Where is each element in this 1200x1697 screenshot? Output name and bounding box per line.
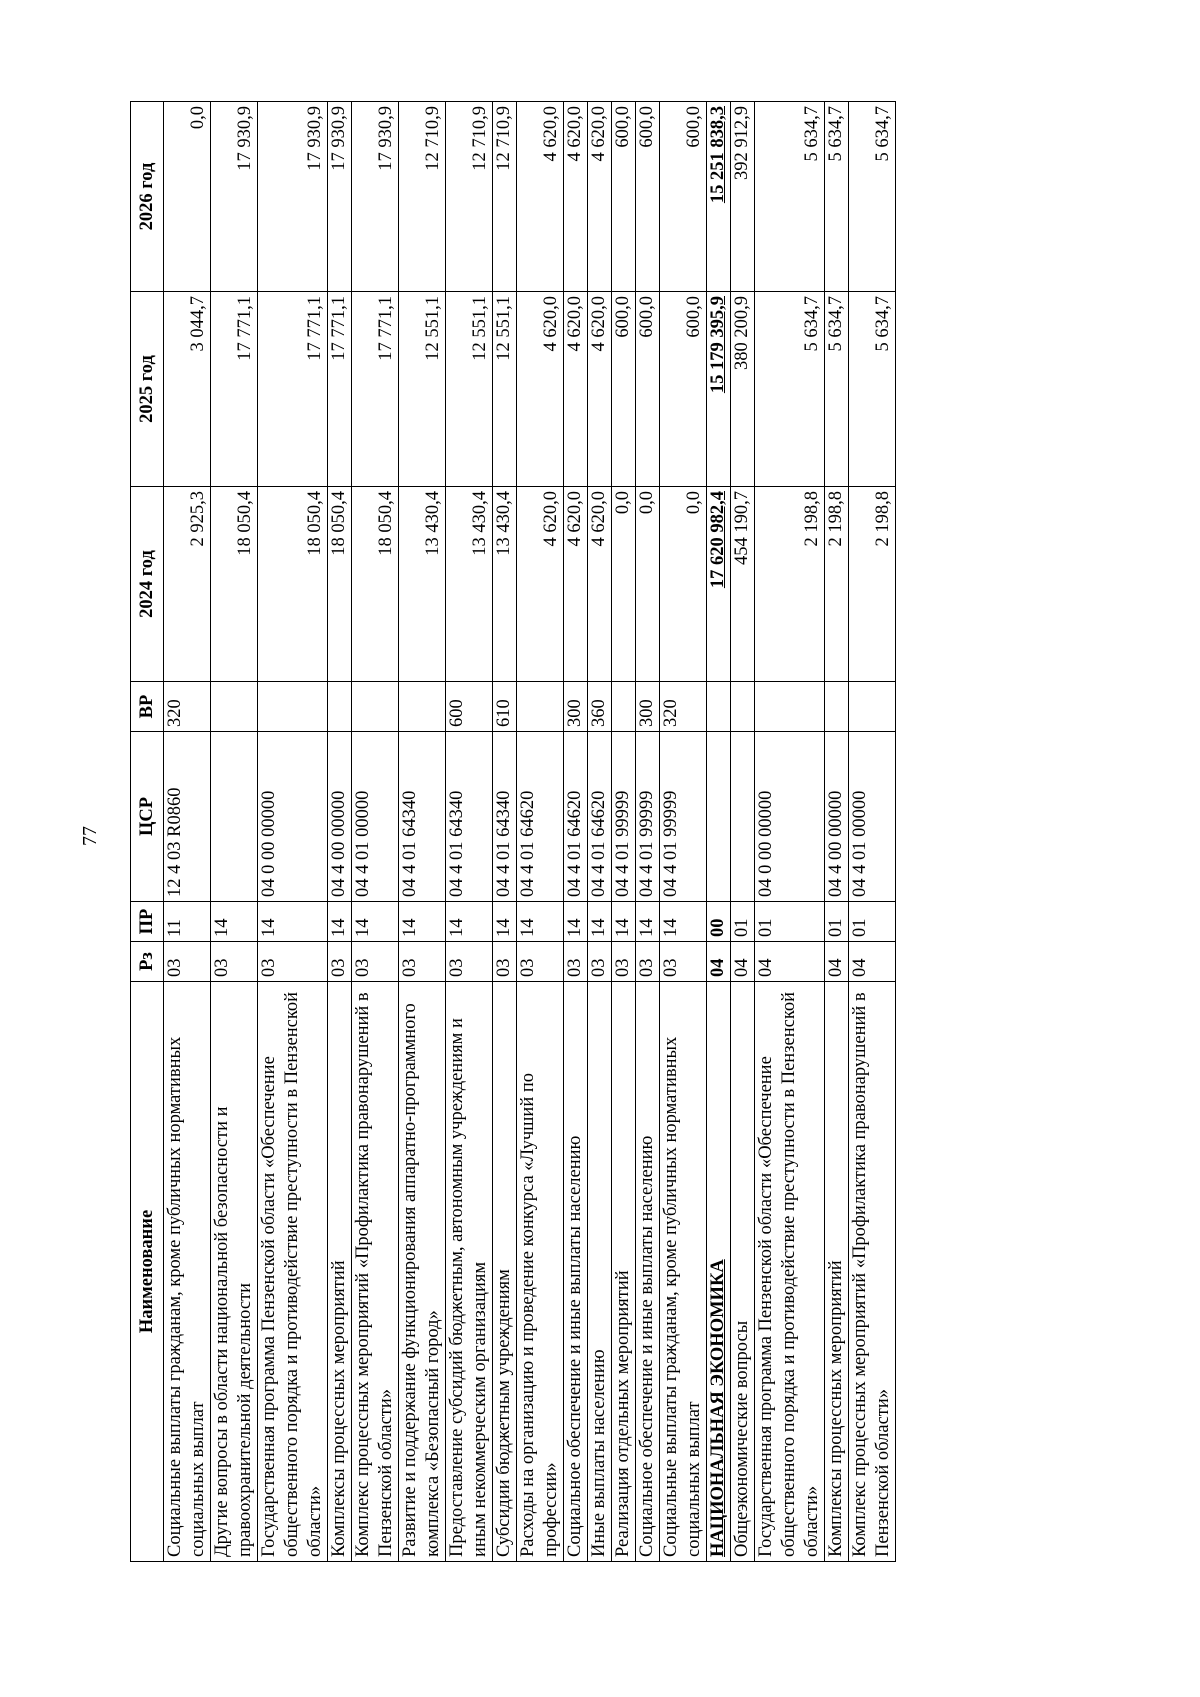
table-row bbox=[849, 102, 896, 1562]
table-row bbox=[825, 102, 849, 1562]
cell-2025: 3 044,7 bbox=[164, 292, 211, 487]
cell-vr bbox=[612, 682, 636, 732]
cell-rz: 04 bbox=[707, 942, 731, 982]
table-row bbox=[517, 102, 564, 1562]
cell-2026: 600,0 bbox=[660, 102, 707, 292]
cell-pr: 14 bbox=[660, 902, 707, 942]
cell-2024: 13 430,4 bbox=[493, 487, 517, 682]
cell-csr: 04 0 00 00000 bbox=[755, 732, 825, 902]
cell-2025: 12 551,1 bbox=[446, 292, 493, 487]
cell-name: Другие вопросы в области национальной безопасности и правоохранительной деятельности bbox=[211, 982, 258, 1562]
cell-2026: 4 620,0 bbox=[517, 102, 564, 292]
cell-vr bbox=[707, 682, 731, 732]
cell-csr: 04 4 00 00000 bbox=[328, 732, 352, 902]
table-row bbox=[660, 102, 707, 1562]
cell-2026: 600,0 bbox=[636, 102, 660, 292]
cell-2025: 12 551,1 bbox=[493, 292, 517, 487]
header-2025: 2025 год bbox=[131, 292, 164, 487]
header-name: Наименование bbox=[131, 982, 164, 1562]
cell-pr: 14 bbox=[588, 902, 612, 942]
cell-vr bbox=[755, 682, 825, 732]
cell-csr: 04 4 01 64340 bbox=[399, 732, 446, 902]
cell-2026: 0,0 bbox=[164, 102, 211, 292]
cell-csr: 04 4 01 64620 bbox=[517, 732, 564, 902]
cell-vr: 610 bbox=[493, 682, 517, 732]
cell-name: Социальное обеспечение и иные выплаты населению bbox=[564, 982, 588, 1562]
cell-2025: 17 771,1 bbox=[258, 292, 328, 487]
cell-rz: 03 bbox=[164, 942, 211, 982]
cell-2026: 12 710,9 bbox=[493, 102, 517, 292]
cell-vr: 300 bbox=[636, 682, 660, 732]
cell-2026: 5 634,7 bbox=[825, 102, 849, 292]
cell-vr bbox=[258, 682, 328, 732]
cell-name: Комплексы процессных мероприятий bbox=[328, 982, 352, 1562]
cell-csr bbox=[707, 732, 731, 902]
cell-vr bbox=[849, 682, 896, 732]
cell-csr: 04 4 01 64340 bbox=[446, 732, 493, 902]
cell-csr bbox=[211, 732, 258, 902]
cell-2026: 392 912,9 bbox=[731, 102, 755, 292]
cell-2025: 5 634,7 bbox=[755, 292, 825, 487]
table-row bbox=[588, 102, 612, 1562]
cell-rz: 03 bbox=[493, 942, 517, 982]
cell-2024: 2 198,8 bbox=[825, 487, 849, 682]
cell-rz: 03 bbox=[352, 942, 399, 982]
cell-vr: 300 bbox=[564, 682, 588, 732]
cell-vr: 320 bbox=[164, 682, 211, 732]
table-row bbox=[612, 102, 636, 1562]
cell-2024: 17 620 982,4 bbox=[707, 487, 731, 682]
cell-csr: 04 0 00 00000 bbox=[258, 732, 328, 902]
table-body bbox=[164, 102, 896, 1562]
cell-pr: 01 bbox=[755, 902, 825, 942]
cell-csr: 12 4 03 R0860 bbox=[164, 732, 211, 902]
cell-csr: 04 4 01 64340 bbox=[493, 732, 517, 902]
cell-vr bbox=[399, 682, 446, 732]
table-row bbox=[564, 102, 588, 1562]
cell-2025: 380 200,9 bbox=[731, 292, 755, 487]
cell-pr: 14 bbox=[636, 902, 660, 942]
cell-name: Реализация отдельных мероприятий bbox=[612, 982, 636, 1562]
table-row bbox=[707, 102, 731, 1562]
cell-vr: 360 bbox=[588, 682, 612, 732]
table-row bbox=[755, 102, 825, 1562]
cell-2025: 600,0 bbox=[612, 292, 636, 487]
cell-2024: 18 050,4 bbox=[211, 487, 258, 682]
cell-name: Предоставление субсидий бюджетным, автономным учреждениям и иным некоммерческим организациям bbox=[446, 982, 493, 1562]
cell-pr: 00 bbox=[707, 902, 731, 942]
cell-pr: 14 bbox=[517, 902, 564, 942]
cell-2024: 13 430,4 bbox=[399, 487, 446, 682]
cell-name: Социальные выплаты гражданам, кроме публичных нормативных социальных выплат bbox=[660, 982, 707, 1562]
cell-pr: 14 bbox=[564, 902, 588, 942]
cell-2026: 5 634,7 bbox=[755, 102, 825, 292]
cell-vr bbox=[731, 682, 755, 732]
table-row bbox=[399, 102, 446, 1562]
cell-2024: 4 620,0 bbox=[588, 487, 612, 682]
cell-2025: 4 620,0 bbox=[564, 292, 588, 487]
cell-2024: 4 620,0 bbox=[564, 487, 588, 682]
cell-pr: 01 bbox=[849, 902, 896, 942]
cell-2024: 0,0 bbox=[636, 487, 660, 682]
cell-csr: 04 4 01 64620 bbox=[588, 732, 612, 902]
cell-name: Комплекс процессных мероприятий «Профилактика правонарушений в Пензенской области» bbox=[849, 982, 896, 1562]
cell-2026: 15 251 838,3 bbox=[707, 102, 731, 292]
cell-2026: 4 620,0 bbox=[588, 102, 612, 292]
cell-pr: 01 bbox=[731, 902, 755, 942]
cell-2024: 13 430,4 bbox=[446, 487, 493, 682]
cell-2026: 17 930,9 bbox=[211, 102, 258, 292]
cell-name: Развитие и поддержание функционирования аппаратно-программного комплекса «Безопасный город» bbox=[399, 982, 446, 1562]
cell-name: Иные выплаты населению bbox=[588, 982, 612, 1562]
cell-rz: 04 bbox=[755, 942, 825, 982]
cell-2024: 2 198,8 bbox=[755, 487, 825, 682]
header-2026: 2026 год bbox=[131, 102, 164, 292]
cell-pr: 14 bbox=[352, 902, 399, 942]
cell-pr: 14 bbox=[328, 902, 352, 942]
table-row bbox=[493, 102, 517, 1562]
cell-2024: 18 050,4 bbox=[258, 487, 328, 682]
cell-vr bbox=[352, 682, 399, 732]
cell-name: Социальное обеспечение и иные выплаты населению bbox=[636, 982, 660, 1562]
cell-2026: 17 930,9 bbox=[258, 102, 328, 292]
cell-name: Государственная программа Пензенской области «Обеспечение общественного порядка и противодействие преступности в Пензенской области» bbox=[755, 982, 825, 1562]
cell-vr bbox=[328, 682, 352, 732]
table-row bbox=[636, 102, 660, 1562]
table-row bbox=[731, 102, 755, 1562]
cell-csr: 04 4 01 99999 bbox=[660, 732, 707, 902]
cell-2025: 17 771,1 bbox=[328, 292, 352, 487]
cell-rz: 03 bbox=[446, 942, 493, 982]
cell-name: Комплексы процессных мероприятий bbox=[825, 982, 849, 1562]
cell-2025: 600,0 bbox=[636, 292, 660, 487]
cell-pr: 11 bbox=[164, 902, 211, 942]
cell-rz: 04 bbox=[825, 942, 849, 982]
cell-2026: 600,0 bbox=[612, 102, 636, 292]
header-vr: ВР bbox=[131, 682, 164, 732]
cell-2025: 5 634,7 bbox=[849, 292, 896, 487]
cell-2024: 454 190,7 bbox=[731, 487, 755, 682]
cell-vr bbox=[517, 682, 564, 732]
cell-rz: 04 bbox=[849, 942, 896, 982]
cell-2024: 2 925,3 bbox=[164, 487, 211, 682]
cell-csr: 04 4 01 64620 bbox=[564, 732, 588, 902]
page-number: 77 bbox=[79, 826, 101, 846]
cell-rz: 03 bbox=[399, 942, 446, 982]
header-rz: Рз bbox=[131, 942, 164, 982]
cell-rz: 03 bbox=[660, 942, 707, 982]
cell-2026: 12 710,9 bbox=[446, 102, 493, 292]
cell-rz: 03 bbox=[564, 942, 588, 982]
cell-2025: 17 771,1 bbox=[211, 292, 258, 487]
cell-vr: 320 bbox=[660, 682, 707, 732]
cell-pr: 14 bbox=[211, 902, 258, 942]
cell-rz: 03 bbox=[211, 942, 258, 982]
cell-name: Общеэкономические вопросы bbox=[731, 982, 755, 1562]
cell-csr bbox=[731, 732, 755, 902]
table-header-row bbox=[131, 102, 164, 1562]
table-row bbox=[328, 102, 352, 1562]
cell-2025: 4 620,0 bbox=[517, 292, 564, 487]
cell-2025: 600,0 bbox=[660, 292, 707, 487]
cell-rz: 03 bbox=[612, 942, 636, 982]
table-row bbox=[164, 102, 211, 1562]
budget-table-frame bbox=[130, 102, 972, 1562]
cell-name: Субсидии бюджетным учреждениям bbox=[493, 982, 517, 1562]
cell-2026: 17 930,9 bbox=[352, 102, 399, 292]
cell-2025: 5 634,7 bbox=[825, 292, 849, 487]
cell-2024: 2 198,8 bbox=[849, 487, 896, 682]
cell-csr: 04 4 01 99999 bbox=[612, 732, 636, 902]
cell-2026: 12 710,9 bbox=[399, 102, 446, 292]
cell-pr: 14 bbox=[612, 902, 636, 942]
cell-2025: 15 179 395,9 bbox=[707, 292, 731, 487]
cell-2024: 18 050,4 bbox=[352, 487, 399, 682]
cell-rz: 04 bbox=[731, 942, 755, 982]
cell-name: Комплекс процессных мероприятий «Профилактика правонарушений в Пензенской области» bbox=[352, 982, 399, 1562]
cell-pr: 14 bbox=[493, 902, 517, 942]
table-row bbox=[211, 102, 258, 1562]
cell-rz: 03 bbox=[258, 942, 328, 982]
cell-2026: 5 634,7 bbox=[849, 102, 896, 292]
cell-2024: 4 620,0 bbox=[517, 487, 564, 682]
cell-rz: 03 bbox=[328, 942, 352, 982]
cell-2024: 0,0 bbox=[612, 487, 636, 682]
cell-name: Социальные выплаты гражданам, кроме публичных нормативных социальных выплат bbox=[164, 982, 211, 1562]
cell-2024: 0,0 bbox=[660, 487, 707, 682]
header-csr: ЦСР bbox=[131, 732, 164, 902]
cell-name: НАЦИОНАЛЬНАЯ ЭКОНОМИКА bbox=[707, 982, 731, 1562]
cell-2026: 4 620,0 bbox=[564, 102, 588, 292]
table-row bbox=[258, 102, 328, 1562]
cell-rz: 03 bbox=[588, 942, 612, 982]
header-2024: 2024 год bbox=[131, 487, 164, 682]
cell-pr: 01 bbox=[825, 902, 849, 942]
table-row bbox=[446, 102, 493, 1562]
cell-rz: 03 bbox=[517, 942, 564, 982]
cell-pr: 14 bbox=[258, 902, 328, 942]
cell-2025: 17 771,1 bbox=[352, 292, 399, 487]
cell-vr bbox=[211, 682, 258, 732]
header-pr: ПР bbox=[131, 902, 164, 942]
cell-vr bbox=[825, 682, 849, 732]
cell-pr: 14 bbox=[399, 902, 446, 942]
cell-vr: 600 bbox=[446, 682, 493, 732]
cell-csr: 04 4 00 00000 bbox=[825, 732, 849, 902]
cell-csr: 04 4 01 99999 bbox=[636, 732, 660, 902]
cell-2024: 18 050,4 bbox=[328, 487, 352, 682]
cell-2025: 4 620,0 bbox=[588, 292, 612, 487]
cell-name: Расходы на организацию и проведение конкурса «Лучший по профессии» bbox=[517, 982, 564, 1562]
cell-2026: 17 930,9 bbox=[328, 102, 352, 292]
cell-csr: 04 4 01 00000 bbox=[849, 732, 896, 902]
cell-name: Государственная программа Пензенской области «Обеспечение общественного порядка и противодействие преступности в Пензенской области» bbox=[258, 982, 328, 1562]
cell-pr: 14 bbox=[446, 902, 493, 942]
cell-2025: 12 551,1 bbox=[399, 292, 446, 487]
budget-table bbox=[130, 101, 896, 1562]
table-row bbox=[352, 102, 399, 1562]
cell-rz: 03 bbox=[636, 942, 660, 982]
cell-csr: 04 4 01 00000 bbox=[352, 732, 399, 902]
